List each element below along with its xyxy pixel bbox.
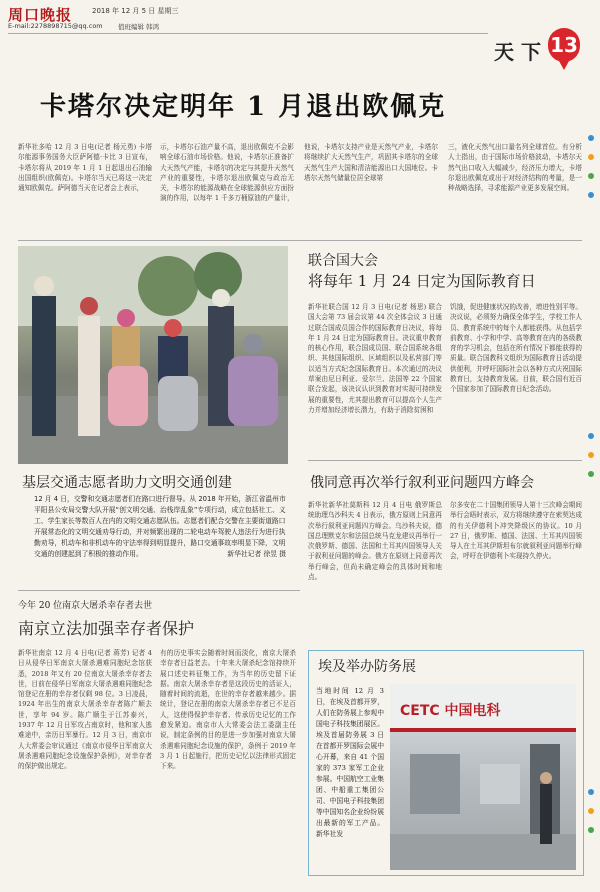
side-dots-middle [586, 424, 598, 481]
nanjing-col-2: 有的历史事实会随着时间而淡化，南京大屠杀幸存者日益老去。十年来大屠杀纪念馆持续开展口述史料征集工作，为当年的历史留下证据。南京大屠杀幸存者是这段历史的活证人，随着时间的流逝，在世的幸存者越来越少。据统计，登记在册的南京大屠杀幸存者已不足百人，这使得保护幸存者、传承历史记忆的工作愈发紧迫。南京市人大常委会法工委副主任说，制定条例的目的是进一步加强对南京大屠杀遇难同胞纪念设施的保护，条例于 2019 年 3 月 1 日起施行，把历史记忆以法律形式固定下来。 [160, 649, 296, 771]
dot-blue-icon [588, 135, 594, 141]
lead-col-1: 新华社多哈 12 月 3 日电(记者 杨元勇) 卡塔尔能源事务国务大臣萨阿德·卡比 3 日宣布，卡塔尔将从 2019 年 1 月 1 日起退出石油输出国组织(欧佩克)。卡塔尔当天已将这一决定通知欧佩克。萨阿德当天在记者会上表示， [18, 143, 152, 193]
dot-blue-icon [588, 192, 594, 198]
side-dots-top [586, 126, 598, 202]
expo-caption-text: 当地时间 12 月 3 日，在埃及首都开罗，人们在防务展上参观中国电子科技集团展区。埃及首届防务展 3 日在首都开罗国际会展中心开幕，来自 41 个国家的 373 家军工企业参展。中国航空工业集团、中船重工集团公司、中国电子科技集团等中国知名企业纷纷展出最新的军工产品。 [316, 687, 384, 827]
dot-blue-icon [588, 433, 594, 439]
lead-col-4: 三，液化天然气出口量名列全球首位。有分析人士指出，由于国际市场价格波动，卡塔尔天然气出口收入大幅减少，经济压力增大，卡塔尔退出欧佩克或出于对经济结构的考量，是一种战略选择，寻求能源产业更多发展空间。 [448, 143, 582, 193]
lead-divider [18, 240, 582, 241]
nanjing-divider [18, 590, 300, 591]
contact-email: E-mail:2278898715@qq.com [8, 22, 103, 30]
paper-logo: 周口晚报 [8, 6, 73, 24]
issue-date: 2018 年 12 月 5 日 星期三 [92, 7, 179, 15]
header-divider [8, 33, 488, 34]
photo-caption-body: 12 月 4 日，交警和交通志愿者们在路口进行督导。从 2018 年开始，浙江省温州市平阳县公安局交警大队开展“创文明交通、治栈岸乱象”专项行动，成立包括社工、义工、学生家长等数百人在内的文明交通志愿队伍。志愿者们配合交警在主要街道路口开展常态化的文明交通劝导行动，并对频繁出现的二轮电动车驾驶人违法行为进行执勤劝导，机动车和非机动车的守法率得到明显提升，路口交通事故率明显下降，文明交通的创建起到了积极的推动作用。 [34, 495, 286, 558]
section-name: 天 下 [494, 40, 541, 64]
lead-headline: 卡塔尔决定明年 1 月退出欧佩克 [40, 92, 447, 122]
duty-editor: 值班编辑 韩鸿 [118, 23, 160, 31]
expo-credit: 新华社发 [316, 830, 344, 838]
cetc-logo: CETC 中国电科 [400, 703, 501, 719]
photo-credit: 新华社记者 徐昱 摄 [227, 550, 286, 558]
dot-orange-icon [588, 154, 594, 160]
dot-green-icon [588, 827, 594, 833]
syria-col-1: 新华社新华社莫斯科 12 月 4 日电 俄罗斯总统助理乌沙科夫 4 日表示，俄方原则上同意再次举行叙利亚问题四方峰会。乌沙科夫说，德国总理默克尔和法国总统马克龙建议再举行一次俄罗斯、德国、法国和土耳其四国领导人关于叙利亚问题的峰会。俄方在原则上同意再次举行峰会，但尚未确定峰会的具体时间和地点。 [308, 501, 442, 582]
nanjing-col-1: 新华社南京 12 月 4 日电(记者 蒋芳) 记者 4 日从侵华日军南京大屠杀遇难同胞纪念馆获悉，2018 年又有 20 位南京大屠杀幸存者去世，目前在侵华日军南京大屠杀遇难同胞纪念馆登记在册的幸存者仅剩 98 位。3 日凌晨，1924 年出生的南京大屠杀幸存者陈广顺去世，享年 94 岁。陈广顺生于江苏泰兴，1937 年 12 月日军攻占南京时，他和家人逃难途中，亲历日军暴行。12 月 3 日，南京市人大常委会审议通过《南京市侵华日军南京大屠杀遇难同胞纪念设施保护条例》，对幸存者的保护做出规定。 [18, 649, 152, 771]
unesco-divider [308, 460, 582, 461]
nanjing-kicker: 今年 20 位南京大屠杀幸存者去世 [18, 601, 153, 611]
photo-caption-text [34, 494, 286, 560]
dot-orange-icon [588, 808, 594, 814]
side-dots-bottom [586, 780, 598, 837]
nanjing-headline: 南京立法加强幸存者保护 [18, 619, 195, 638]
dot-green-icon [588, 471, 594, 477]
expo-headline: 埃及举办防务展 [318, 659, 416, 675]
unesco-headline-line2: 将每年 1 月 24 日定为国际教育日 [308, 272, 536, 290]
news-photo-volunteers [18, 246, 288, 464]
lead-col-3: 他说，卡塔尔支持产业是天然气产业，卡塔尔将继续扩大天然气生产，巩固其卡塔尔的全球天然气生产大国和清洁能源出口大国地位。卡塔尔天然气储量位居全球第 [304, 143, 438, 182]
photo-caption-title: 基层交通志愿者助力文明交通创建 [22, 475, 232, 491]
syria-headline: 俄同意再次举行叙利亚问题四方峰会 [310, 475, 534, 491]
dot-green-icon [588, 173, 594, 179]
page-number-badge: 13 [548, 28, 580, 62]
syria-col-2: 尔多安在二十国集团领导人第十三次峰会期间举行会晤时表示，双方将继续遵守在索契达成的有关伊德利卜冲突降级区的协议。10 月 27 日，俄罗斯、德国、法国、土耳其四国领导人在土耳其伊斯坦布尔就叙利亚问题举行峰会，呼吁在伊德利卜实现持久停火。 [450, 501, 582, 561]
lead-col-2: 示，卡塔尔石油产量不高，退出欧佩克不会影响全球石油市场价格。他说，卡塔尔正准备扩大天然气产能，卡塔尔的决定与其提升天然气产业的重要性，卡塔尔退出欧佩克与政治无关，卡塔尔的能源战略在全球能源供应方面扮演的作用，以每年 1 千多万桶原油的产量计， [160, 143, 294, 203]
traffic-scene-illustration [18, 246, 288, 464]
expo-photo [390, 684, 576, 870]
dot-blue-icon [588, 789, 594, 795]
expo-caption [316, 686, 384, 872]
unesco-col-1: 新华社联合国 12 月 3 日电(记者 杨思) 联合国大会第 73 届会议第 44 次全体会议 3 日通过联合国成员国合作的国际教育日决议，将每年 1 月 24 日定为国际教育日。决议重申教育的核心作用，联合国成员国、联合国系统各组织、其他国际组织、区域组织以及私营部门等以适当方式纪念国际教育日。本次通过的决议草案由尼日利亚、爱尔兰、法国等 22 个国家联合发起，该决议认识到教育对实现可持续发展的重要性，尤其提出教育可以提高个人生产力并增加经济增长潜力，有助于消除贫困和 [308, 303, 442, 414]
unesco-col-2: 饥饿，促进健康状况的改善，增进性别平等。决议说，必须努力确保全体学生，学校工作人员、教育系统中的每个人都能获得。从包括学前教育、小学和中学、高等教育在内的各级教育的学习机会，包括在所有情况下都能获得的质量。联合国教科文组织为国际教育日活动提供便利，并呼吁国际社会以各种方式庆祝国际教育日，支持教育发展。目前，联合国有近百个国家参加了国际教育日纪念活动。 [450, 303, 582, 394]
unesco-headline-line1: 联合国大会 [308, 253, 378, 269]
dot-orange-icon [588, 452, 594, 458]
